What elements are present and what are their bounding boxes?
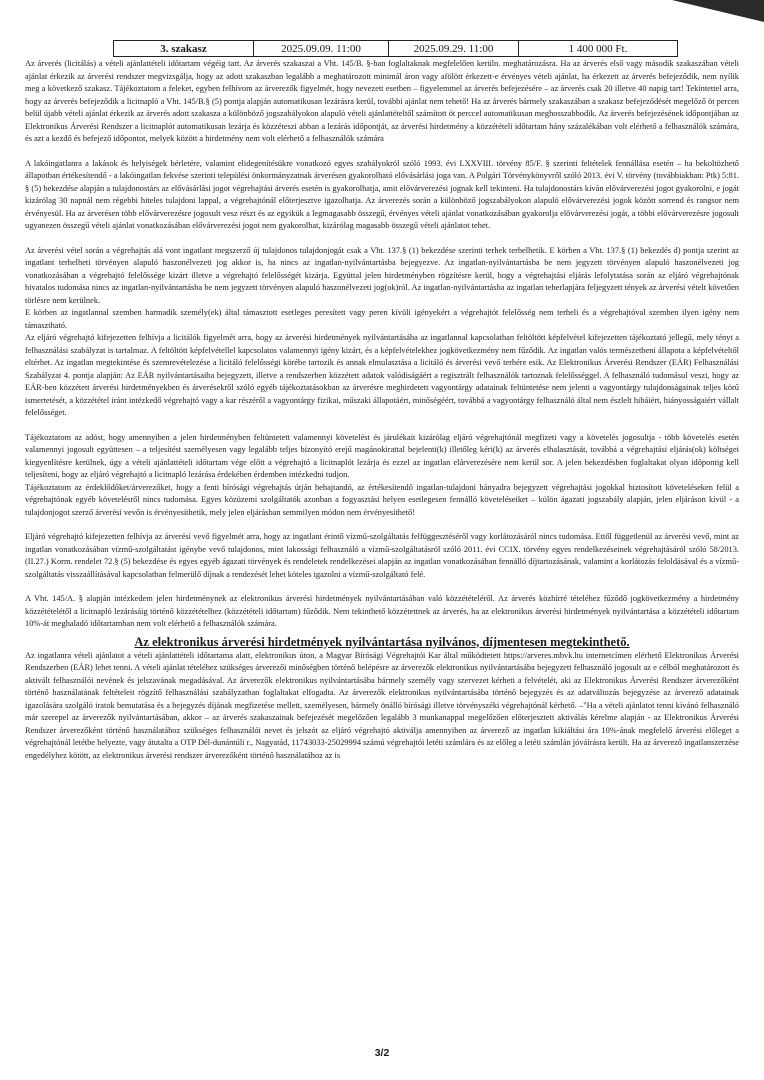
auction-schedule-table [113,40,678,57]
paragraph-encumbrances: Az árverési vétel során a végrehajtás alá vont ingatlant megszerző új tulajdonos tulajdonjogát csak a Vht. 137.§ (1) bekezdése szerinti terhek terhelhetik. E körben a Vht. 137.§ (1) bekezdés d) pontja szerint az ingatlant terhelheti törvényen alapuló haszonélvezeti jog akkor is, ha nincs az ingatlan-nyilvántartásba bejegyezve. Az ingatlan-nyilvántartásba be nem jegyzett törvényen alapuló haszonélvezeti jog vonatkozásában a végrehajtó felelőssége kizárt illetve a végrehajtó felelősségét kizárja. Egyúttal jelen hirdetményben rögzítésre kerül, hogy a végrehajtási eljárás lefolytatása során az eljáró végrehajtónak hivatalos tudomása nincs az ingatlan-nyilvántartásba be nem jegyzett törvényen alapuló haszonélvezeti jog(ok)ról. Az ingatlan-nyilvántartásba az ingatlan teherlapjára feljegyzett tények az árverési vételt követően törlésre nem kerülnek. [25,245,739,305]
paragraph-utility-claims: Tájékoztatom az érdeklődőket/árverezőket, hogy a fenti bírósági végrehajtás útján behajtandó, az értékesítendő ingatlan-tulajdoni hányadra bejegyzett végrehajtási jogokkal biztosított követeléseken felül a végrehajtónak egyéb követelésről nincs tudomása. Egyes közüzemi szolgáltatók azonban a fogyasztási helyen esetlegesen fennálló követeléseiket – külön ágazati jogszabály alapján, jelen eljáráson kívül - a tulajdonjogot szerző árverési vevőn is érvényesíthetik, mely jelen eljárásban semmilyen módon nem érvényesíthető! [25,482,739,517]
paragraph-photo-disclaimer: Az eljáró végrehajtó kifejezetten felhívja a licitálók figyelmét arra, hogy az árverési hirdetmények nyilvántartásába az ingatlannal kapcsolatban feltöltött képfelvétel kifejezetten tájékoztató jellegű, mely tényt a felhasználási szabályzat is tartalmaz. A feltöltött képfelvétellel kapcsolatos valamennyi igény kizárt, és a képfelvételekhez jogkövetkezmény nem fűződik. Az ingatlan valós természetbeni állapota a képfelvételtől eltérhet. Az ingatlan megtekintése és szemrevételezése a licitáló felelősségi körébe tartozik és annak elmulasztása a licitáló és árverési vevő terhére esik. Az Elektronikus Árverési Rendszer (EÁR) Felhasználási Szabályzat 4. pontja alapján: Az EÁR nyilvántartásaiba bejegyzett, illetve a rendszerben közzétett adatok valódiságáért a regisztrált felhasználók tartoznak felelősséggel. A felhasználó tudomásul veszi, hogy az EÁR-ben közzétett árverési hirdetményekben és árverésekről szóló egyéb tájékoztatásokban az árverésre meghirdetett vagyontárgy adatainak feltüntetése nem jelenti a vagyontárgy tulajdonságainak teljes körű ismertetését, a közzététel iránt intézkedő végrehajtó vagy a kar részéről a vagyontárgy fizikai, műszaki állapotáért, minőségéért, továbbá a vagyontárgy felhasználó által nem észlelt hibáiért, hiányosságaiért vállalt felelősséget. [25,333,739,417]
schedule-start-time: 2025.09.09. 11:00 [254,41,389,57]
document-body [25,58,739,762]
paragraph-publication: A Vht. 145/A. § alapján intézkedem jelen hirdetménynek az elektronikus árverési hirdetmények nyilvántartásában való közzétételéről. Az árverés közhírré tételéhez fűződő jogkövetkezmény a hirdetmény közzétételétől a licitnapló lezárásáig történő közzétételhez (közzétételi időtartam) fűződik. Nem tekinthető közzétettnek az árverés, ha az elektronikus árverési hirdetmények nyilvántartása a közzétételi időtartam 10%-át meghaladó időtartamban nem volt elérhető a felhasználók számára. [25,594,739,628]
schedule-end-time: 2025.09.29. 11:00 [389,41,519,57]
page-number: 3/2 [374,1047,390,1059]
scan-corner-shadow [672,0,764,22]
paragraph-auction-phases: Az árverés (licitálás) a vételi ajánlattételi időtartam végéig tart. Az árverés szakaszai a Vht. 145/B. §-ban foglaltaknak megfelelően kerüln. meghatározásra. Ha az árverés első vagy második szakaszában vételi ajánlat érkezik az árverési rendszer megvizsgálja, hogy az adott szakaszban legalább a meghatározott minimál áron vagy afölött érkezett-e érvényes vételi ajánlat, ha érkezett az árverés befejeződik, nem nyílik meg a következő szakasz. Tájékoztatom a feleket, egyben felhívom az árverezők figyelmét, hogy nevezett esetben – figyelemmel az árverés befejezésére – az árverés csak 20 illetve 40 napig tart! Tekintettel arra, hogy az árverés befejeződik a licitnapló a Vht. 145/B.§ (5) pontja alapján automatikusan lezárásra kerül, további ajánlat nem tehető! Ha az árverés bármely szakaszában a szakasz befejeződését megelőző öt percen belül újabb vételi ajánlat érkezik az árverés adott szakasza a különböző jogszabályokon alapuló vételi ajánlattételtől számított öt perccel automatikusan meghosszabbodik. Az árverés befejezésének időpontjában az Elektronikus Árverési Rendszer a licitnaplót automatikusan lezárja és közzéteszi abban a lezárás időpontját, az árverési hirdetmény a közzétételi időtartam hány százalékában volt elérhető a felhasználók számára, és azt a kezdő és befejező időpontot, melyek között a hirdetmény nem volt elérhető a felhasználók számára [25,59,739,143]
section-heading: Az elektronikus árverési hirdetmények nyilvántartása nyilvános, díjmentesen megtekinthető. [134,634,630,649]
paragraph-bidding-procedure: Az ingatlanra vételi ajánlatot a vételi ajánlattételi időtartama alatt, elektronikus úton, a Magyar Bírósági Végrehajtói Kar által működtetett https://arveres.mbvk.hu internetcímen elérhető Elektronikus Árverési Rendszerben (EÁR) lehet tenni. A vételi ajánlat tételéhez szükséges árverezői minőségben történő belépésre az árverezők elektronikus nyilvántartásába bejegyzett felhasználó jogosult az e célból meghatározott és aktivált felhasználói nevének és jelszavának megadásával. Az árverezők elektronikus nyilvántartásába bármely személy vagy szervezet kérheti a felvételét, aki az Elektronikus Árverési Rendszer árverezőként történő használatának feltételeit rögzítő felhasználási szabályzatban foglaltakat elfogadta. Az árverezők elektronikus nyilvántartásába történő bejegyzés és az adatváltozás bejegyzése az árverező adatainak igazolására szolgáló iratok bemutatása és a bejegyzés díjának megfizetése mellett, személyesen, bármely önálló bírósági illetve törvényszéki végrehajtónál kérhető. –"Ha a vételi ajánlatot tenni kívánó felhasználó már szerepel az árverezők nyilvántartásában, akkor – az árverés szakaszainak befejezését megelőzően legalább 3 munkanappal megelőzően előterjesztett aktiválás kérelme alapján - az Elektronikus Árverési Rendszer árverezőként történő használatához szükséges felhasználói nevet és jelszót az eljáró végrehajtó aktiválja amennyiben az árverező az ingatlan kikiáltási ára 10%-ának megfelelő árverési előleget a végrehajtónál letétbe helyezte, vagy átutalta a OTP Dél-dunántúli r., Nagyatád, 11743033-25029994 számú végrehajtói letéti számlára és az előleg a letéti számlán jóváírásra került. Ha az árverező ingatlanszerzése engedélyhez kötött, az elektronikus árverési rendszer árverezőként történő használatához az is [25,650,739,760]
schedule-row [114,41,678,57]
paragraph-third-party-claims: E körben az ingatlannal szemben harmadik személy(ek) által támasztott esetleges peresített vagy peren kívüli igényekért a végrehajtót felelősség nem terheli és a végrehajtóval szemben ilyen igény nem támasztható. [25,308,739,330]
paragraph-water-service: Eljáró végrehajtó kifejezetten felhívja az árverési vevő figyelmét arra, hogy az ingatlant érintő vízmű-szolgáltatás felfüggesztéséről vagy korlátozásáról nincs tudomása. Ettől függetlenül az árverési vevő, mint az ingatlan vonatkozásában vízmű-szolgáltatást igénybe vevő tulajdonos, mint lakossági felhasználó a vízmű-szolgáltatásról szóló 2011. évi CCIX. törvény egyes rendelkezéseinek végrehajtásáról szóló 58/2013. (II.27.) Korm. rendelet 72.§ (5) bekezdése és egyes egyéb ágazati törvények és rendeletek rendelkezései alapján az ingatlan vonatkozásában fennálló díjtartozásának, valamint a korlátozás feloldásával és a vízmű-szolgáltatás visszaállításával kapcsolatban felmerülő díjnak a rendezését lehet köteles igazolni a vízmű-szolgáltató felé. [25,532,739,579]
paragraph-debtor-notice: Tájékoztatom az adóst, hogy amennyiben a jelen hirdetményben feltüntetett valamennyi követelést és járulékait kizárólag eljáró végrehajtónál megfizeti vagy a követelés jogosultja - több követelés esetén valamennyi jogosult együttesen – a teljesítést személyesen vagy legalább teljes bizonyító erejű magánokirattal bejelenti(k) illetőleg kéri(k) az árverés elhalasztását, továbbá a végrehajtási eljárás(ok) költségei kiegyenlítésre kerülnek, úgy a vételi ajánlattételi időtartam vége előtt a végrehajtó a licitnaplót lezárja és ezzel az ingatlan elárverezésére nem kerül sor. A jelen bekezdésben foglaltakat olyan időpontig kell teljesíteni, hogy az eljáró végrehajtó a licitnapló lezárása érdekében érdemben intézkedni tudjon. [25,432,739,479]
paragraph-preemption-right: A lakóingatlanra a lakások és helyiségek bérletére, valamint elidegenítésükre vonatkozó egyes szabályokról szóló 1993. évi LXXVIII. törvény 85/F. § szerinti feltételek fennállása esetén – ha bekoltözhető állapotban értékesítendő - a lakóingatlan fekvése szerinti települési önkormányzatnak árverésen gyakorolható elővásárlási joga van. A Polgári Törvénykönyvről szóló 2013. évi V. törvény (továbbiakban: Ptk) 5:81. § (5) bekezdése alapján a tulajdonostárs az elővásárlási jogot végrehajtási árverés esetén is gyakorolhatja, amit elővárverezési jognak kell tekinteni. Ha tulajdonostárs kíván elővárverezési jogot gyakorolni, e jogát kizárólag 30 napnál nem régebbi hiteles tulajdoni lappal, a végrehajtónál előterjesztve igazolhatja. Az árverezés során a különböző jogszabályokon alapuló elővárverezési jogok között sorrend és rangsor nem érvényesül. Ha az árverésen több elővárverezésre jogosult vesz részt és az egyikük a legmagasabb összegű, érvényes vételi ajánlat vonatkozásában gyakorolja elővárverezési jogát, a többi elővárverezésre jogosult ugyanezen összegű vételi ajánlat vonatkozásában elővárverezési jogot nem gyakorolhat, kizárólag magasabb összegű vételi ajánlatot tehet. [25,158,739,230]
schedule-phase: 3. szakasz [114,41,254,57]
schedule-minimum-price: 1 400 000 Ft. [519,41,678,57]
